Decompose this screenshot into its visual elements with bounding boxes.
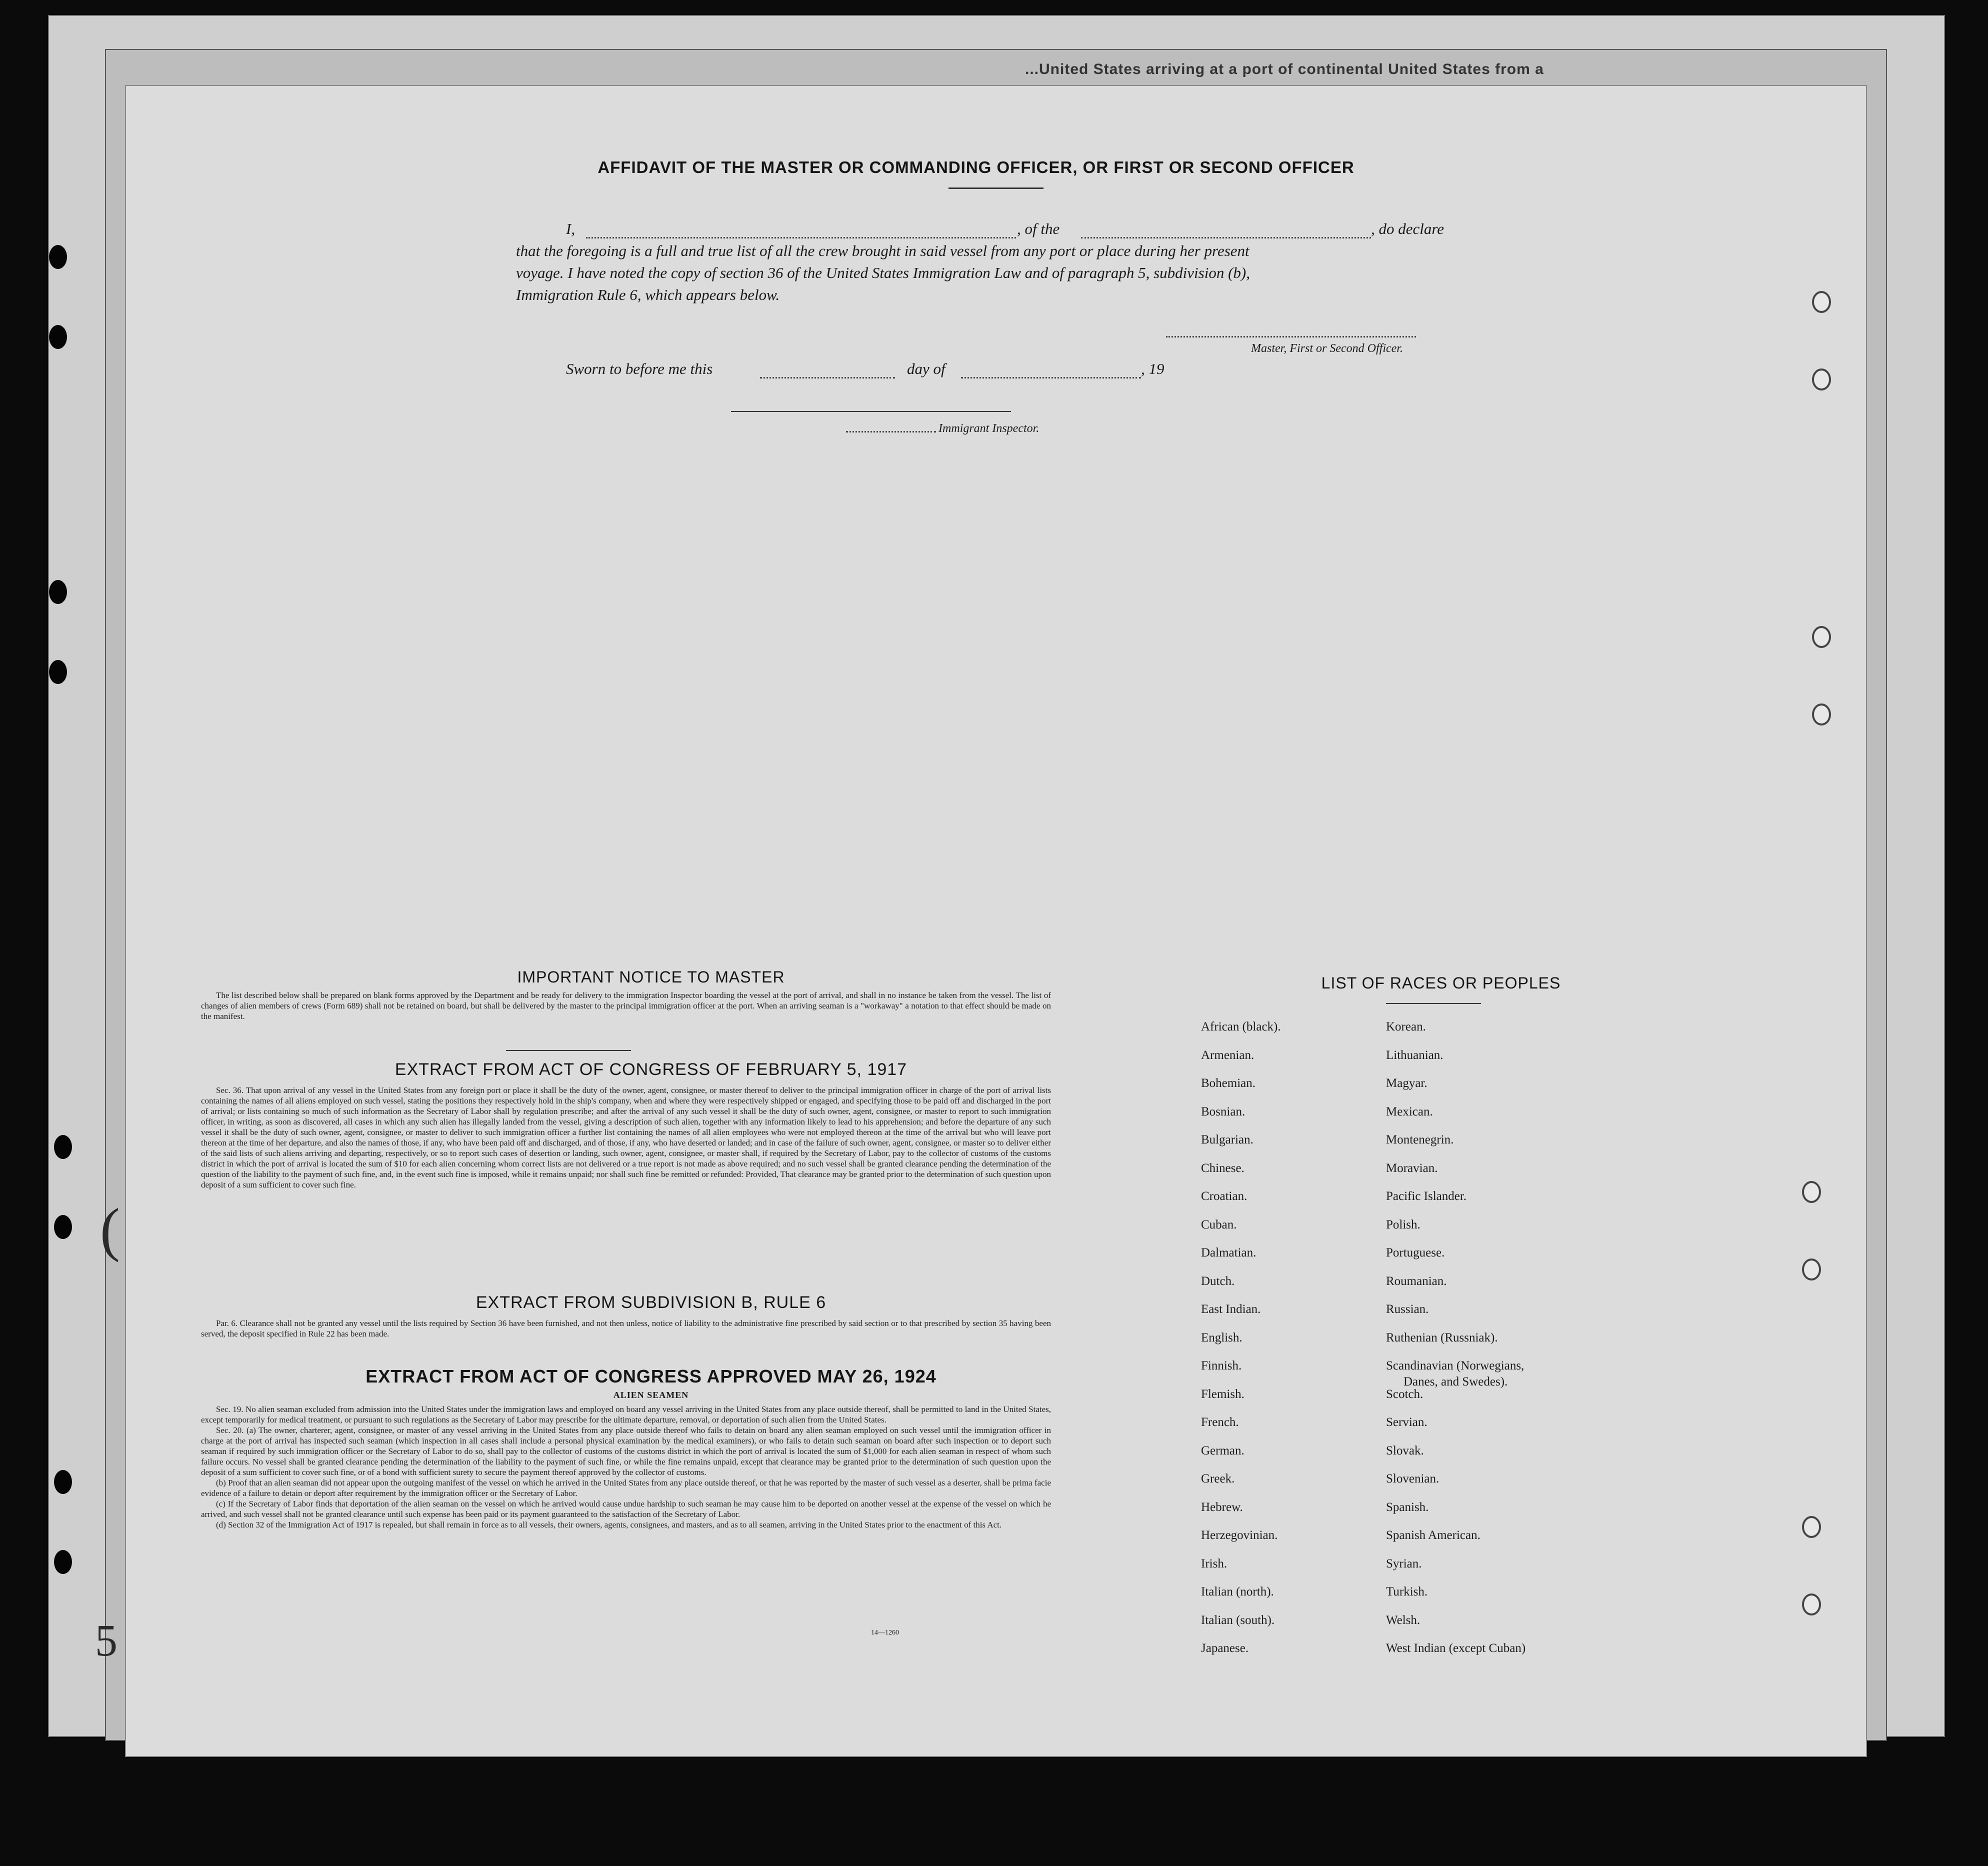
binder-hole bbox=[1802, 1181, 1821, 1203]
race-item-left: Bohemian. bbox=[1201, 1076, 1256, 1090]
affidavit-title: AFFIDAVIT OF THE MASTER OR COMMANDING OFFICER, OR FIRST OR SECOND OFFICER bbox=[598, 158, 1354, 176]
binder-hole bbox=[54, 1550, 72, 1574]
handwritten-mark: 5 bbox=[95, 1616, 118, 1666]
race-item-left: Hebrew. bbox=[1201, 1500, 1243, 1514]
subdivision-b-paragraph: Par. 6. Clearance shall not be granted any vessel until the lists required by Section 36 have been furnished, and not then unless, notice of liability to the administrative fine prescribed by said section or to that prescribed by section 35 having been served, the deposit specified in Rule 22 has been made. bbox=[201, 1318, 1051, 1338]
race-item-left: German. bbox=[1201, 1444, 1244, 1458]
race-item-right: Turkish. bbox=[1386, 1585, 1428, 1598]
notice-paragraph: The list described below shall be prepared on blank forms approved by the Department and be ready for delivery to the immigration Inspector boarding the vessel at the port of arrival, and shall in no instance be taken from the vessel. The list of changes of alien members of crews (Form 689) shall not be retained on board, but shall be delivered by the master to the principal immigration officer at the port. When an arriving seaman is a "workaway" a notation to that effect should be made on the manifest. bbox=[201, 990, 1051, 1021]
binder-hole bbox=[54, 1135, 72, 1159]
sworn-label: Sworn to before me this bbox=[566, 360, 713, 378]
affidavit-line3: voyage. I have noted the copy of section 36 of the United States Immigration Law and of paragraph 5, subdivision (b), bbox=[516, 264, 1250, 282]
race-item-left: Italian (north). bbox=[1201, 1585, 1274, 1598]
binder-hole bbox=[1802, 1516, 1821, 1538]
master-signature-line[interactable] bbox=[1166, 336, 1416, 338]
subdivision-b-title: EXTRACT FROM SUBDIVISION B, RULE 6 bbox=[476, 1293, 826, 1312]
race-item-right: Welsh. bbox=[1386, 1613, 1420, 1627]
race-item-left: Italian (south). bbox=[1201, 1613, 1275, 1627]
race-item-right: Scotch. bbox=[1386, 1387, 1424, 1401]
inspector-dots bbox=[846, 431, 936, 432]
race-item-right: Portuguese. bbox=[1386, 1246, 1445, 1260]
race-item-right: Korean. bbox=[1386, 1020, 1426, 1034]
year-label: , 19 bbox=[1141, 360, 1164, 378]
sec20a-paragraph: Sec. 20. (a) The owner, charterer, agent, consignee, or master of any vessel arriving in the United States from any place outside thereof who fails to detain on board any alien seaman employed on such vessel until the immigration officer in charge at the port of arrival has inspected such seaman (which inspection in all cases shall include a personal physical examination by the medical examiners), or who fails to detain such seaman on board after such inspection or to deport such seaman if required by such immigration officer or the Secretary of Labor to do so, shall pay to the collector of customs of the customs district in which the port of arrival is located the sum of $1,000 for each alien seaman in respect of whom such failure occurs. No vessel shall be granted clearance pending the determination of the liability to the payment of such fine, or while the fine remains unpaid, except that clearance may be granted prior to the determination of such question upon the deposit of a sum sufficient to cover such fine, or of a bond with sufficient surety to secure the payment thereof approved by the collector of customs. bbox=[201, 1426, 1051, 1477]
race-item-right: Slovenian. bbox=[1386, 1472, 1440, 1486]
binder-hole bbox=[1812, 704, 1831, 726]
inspector-signature-line bbox=[731, 411, 1011, 412]
form-page bbox=[125, 85, 1867, 1757]
binder-hole bbox=[1812, 291, 1831, 313]
sec20c-paragraph: (c) If the Secretary of Labor finds that deportation of the alien seaman on the vessel on which he arrived would cause undue hardship to such seaman he may cause him to be deported on another vessel at the expense of the vessel on which he arrived, and such vessel shall not be granted clearance until such expense has been paid or its payment guaranteed to the satisfaction of the Secretary of Labor. bbox=[201, 1499, 1051, 1519]
race-item-left: Dalmatian. bbox=[1201, 1246, 1256, 1260]
binder-hole bbox=[49, 660, 67, 684]
race-item-right: Servian. bbox=[1386, 1416, 1428, 1429]
divider bbox=[1386, 1003, 1481, 1004]
race-item-left: Dutch. bbox=[1201, 1274, 1235, 1288]
sworn-month-blank[interactable] bbox=[961, 377, 1141, 378]
sec20d-paragraph: (d) Section 32 of the Immigration Act of 1917 is repealed, but shall remain in force as to all vessels, their owners, agents, consignees, and masters, and as to all seamen, arriving in the United States prior to the enactment of this Act. bbox=[216, 1520, 1002, 1530]
day-of-label: day of bbox=[907, 360, 946, 378]
notice-title: IMPORTANT NOTICE TO MASTER bbox=[517, 968, 785, 986]
race-item-left: French. bbox=[1201, 1416, 1239, 1429]
inspector-caption: Immigrant Inspector. bbox=[938, 422, 1040, 435]
race-item-left: Cuban. bbox=[1201, 1218, 1237, 1232]
binder-hole bbox=[54, 1215, 72, 1239]
binder-hole bbox=[49, 245, 67, 269]
race-item-left: Chinese. bbox=[1201, 1161, 1244, 1175]
race-item-right: West Indian (except Cuban) bbox=[1386, 1642, 1526, 1655]
race-item-left: English. bbox=[1201, 1330, 1242, 1344]
race-item-right: Moravian. bbox=[1386, 1161, 1438, 1175]
race-item-left: Bosnian. bbox=[1201, 1104, 1246, 1118]
underlying-page-header: ...United States arriving at a port of continental United States from a bbox=[1025, 61, 1544, 78]
vessel-blank[interactable] bbox=[1081, 237, 1371, 238]
race-item-right: Lithuanian. bbox=[1386, 1048, 1444, 1062]
race-item-left: Japanese. bbox=[1201, 1642, 1249, 1655]
binder-hole bbox=[1812, 368, 1831, 390]
binder-hole bbox=[49, 325, 67, 349]
race-item-left: Irish. bbox=[1201, 1556, 1228, 1570]
race-item-right: Spanish American. bbox=[1386, 1528, 1480, 1542]
handwritten-mark: ( bbox=[100, 1196, 120, 1262]
form-number: 14—1260 bbox=[871, 1629, 899, 1636]
race-item-right: Spanish. bbox=[1386, 1500, 1429, 1514]
race-item-left: Greek. bbox=[1201, 1472, 1235, 1486]
subdivision-b-text bbox=[201, 1318, 1051, 1339]
race-item-right: Pacific Islander. bbox=[1386, 1190, 1467, 1203]
race-item-right: Syrian. bbox=[1386, 1556, 1422, 1570]
binder-hole bbox=[54, 1470, 72, 1494]
race-item-right: Montenegrin. bbox=[1386, 1133, 1454, 1146]
binder-hole bbox=[1802, 1594, 1821, 1616]
extract-1917-paragraph: Sec. 36. That upon arrival of any vessel in the United States from any foreign port or place it shall be the duty of the owner, agent, consignee, or master thereof to deliver to the principal immigration officer in charge of the port of arrival lists containing the names of all aliens employed on such vessel, stating the positions they respectively hold in the ship's company, when and where they were respectively shipped or engaged, and specifying those to be paid off and discharged in the port of arrival; or lists containing so much of such information as the Secretary of Labor shall by regulation prescribe; and after the arrival of any such vessel it shall be the duty of such owner, agent, consignee, or master to report to such immigration officer, in writing, as soon as discovered, all cases in which any such alien has illegally landed from the vessel, giving a description of such alien, together with any information likely to lead to his apprehension; and before the departure of any such vessel it shall be the duty of such owner, agent, consignee, or master to deliver to such immigration officer a further list containing the names of all alien employees who were not employed thereon at the time of the arrival but who will leave port thereon at the time of her departure, and also the names of those, if any, who have been paid off and discharged, and of those, if any, who have deserted or landed; and in case of the failure of such owner, agent, consignee, or master so to deliver either of the said lists of such aliens arriving and departing, respectively, or so to report such cases of desertion or landing, such owner, agent, consignee, or master shall, if required by the Secretary of Labor, pay to the collector of customs of the customs district in which the port of arrival is located the sum of $10 for each alien concerning whom correct lists are not delivered or a true report is not made as above required; and no such vessel shall be granted clearance pending the determination of the question of the liability to the payment of such fine, and, in the event such fine is imposed, while it remains unpaid; nor shall such fine be remitted or refunded: Provided, That clearance may be granted prior to the determination of such question upon deposit of a sum sufficient to cover such fine. bbox=[201, 1086, 1051, 1190]
extract-1924-title: EXTRACT FROM ACT OF CONGRESS APPROVED MAY 26, 1924 bbox=[366, 1366, 936, 1386]
races-title: LIST OF RACES OR PEOPLES bbox=[1321, 974, 1561, 992]
binder-hole bbox=[1802, 1258, 1821, 1280]
race-item-right: Russian. bbox=[1386, 1302, 1429, 1316]
extract-1924-text bbox=[201, 1404, 1051, 1530]
binder-hole bbox=[49, 580, 67, 604]
divider bbox=[506, 1050, 631, 1051]
sec19-paragraph: Sec. 19. No alien seaman excluded from admission into the United States under the immigration laws and employed on board any vessel arriving in the United States from any place outside thereof, shall be permitted to land in the United States, except temporarily for medical treatment, or pursuant to such regulations as the Secretary of Labor may prescribe for the ultimate departure, removal, or deportation of such alien from the United States. bbox=[201, 1404, 1051, 1424]
race-item-left: Armenian. bbox=[1201, 1048, 1254, 1062]
race-item-right: Ruthenian (Russniak). bbox=[1386, 1330, 1498, 1344]
notice-text bbox=[201, 990, 1051, 1022]
alien-seamen-subtitle: ALIEN SEAMEN bbox=[613, 1390, 689, 1400]
affidavit-line2: that the foregoing is a full and true list of all the crew brought in said vessel from any port or place during her present bbox=[516, 242, 1250, 260]
race-item-left: Croatian. bbox=[1201, 1190, 1248, 1203]
affidavit-line4: Immigration Rule 6, which appears below. bbox=[516, 286, 780, 304]
affidavit-i-label: I, bbox=[566, 220, 576, 238]
extract-1917-title: EXTRACT FROM ACT OF CONGRESS OF FEBRUARY 5, 1917 bbox=[394, 1060, 908, 1079]
master-signature-caption: Master, First or Second Officer. bbox=[1251, 342, 1403, 355]
race-item-left: East Indian. bbox=[1201, 1302, 1261, 1316]
race-item-right: Magyar. bbox=[1386, 1076, 1428, 1090]
sworn-day-blank[interactable] bbox=[760, 377, 895, 378]
race-item-left: Herzegovinian. bbox=[1201, 1528, 1278, 1542]
affidavit-of-the: , of the bbox=[1017, 220, 1060, 238]
extract-1917-text bbox=[201, 1085, 1051, 1190]
affidavit-do-declare: , do declare bbox=[1371, 220, 1444, 238]
race-item-right: Slovak. bbox=[1386, 1444, 1424, 1458]
race-item-right: Polish. bbox=[1386, 1218, 1420, 1232]
sec20b-paragraph: (b) Proof that an alien seaman did not appear upon the outgoing manifest of the vessel on which he arrived in the United States from any place outside thereof, or that he was reported by the master of such vessel as a deserter, shall be prima facie evidence of a failure to detain or deport after requirement by the immigration officer or the Secretary of Labor. bbox=[201, 1478, 1051, 1498]
race-item-right: Scandinavian (Norwegians, bbox=[1386, 1359, 1524, 1372]
race-item-right: Roumanian. bbox=[1386, 1274, 1447, 1288]
race-item-right: Mexican. bbox=[1386, 1104, 1433, 1118]
race-item-left: Bulgarian. bbox=[1201, 1133, 1254, 1146]
name-blank[interactable] bbox=[586, 237, 1016, 238]
race-item-left: Finnish. bbox=[1201, 1359, 1242, 1372]
divider bbox=[948, 188, 1044, 189]
race-item-left: Flemish. bbox=[1201, 1387, 1244, 1401]
binder-hole bbox=[1812, 626, 1831, 648]
race-item-continuation: Danes, and Swedes). bbox=[1404, 1375, 1508, 1388]
race-item-left: African (black). bbox=[1201, 1020, 1281, 1034]
